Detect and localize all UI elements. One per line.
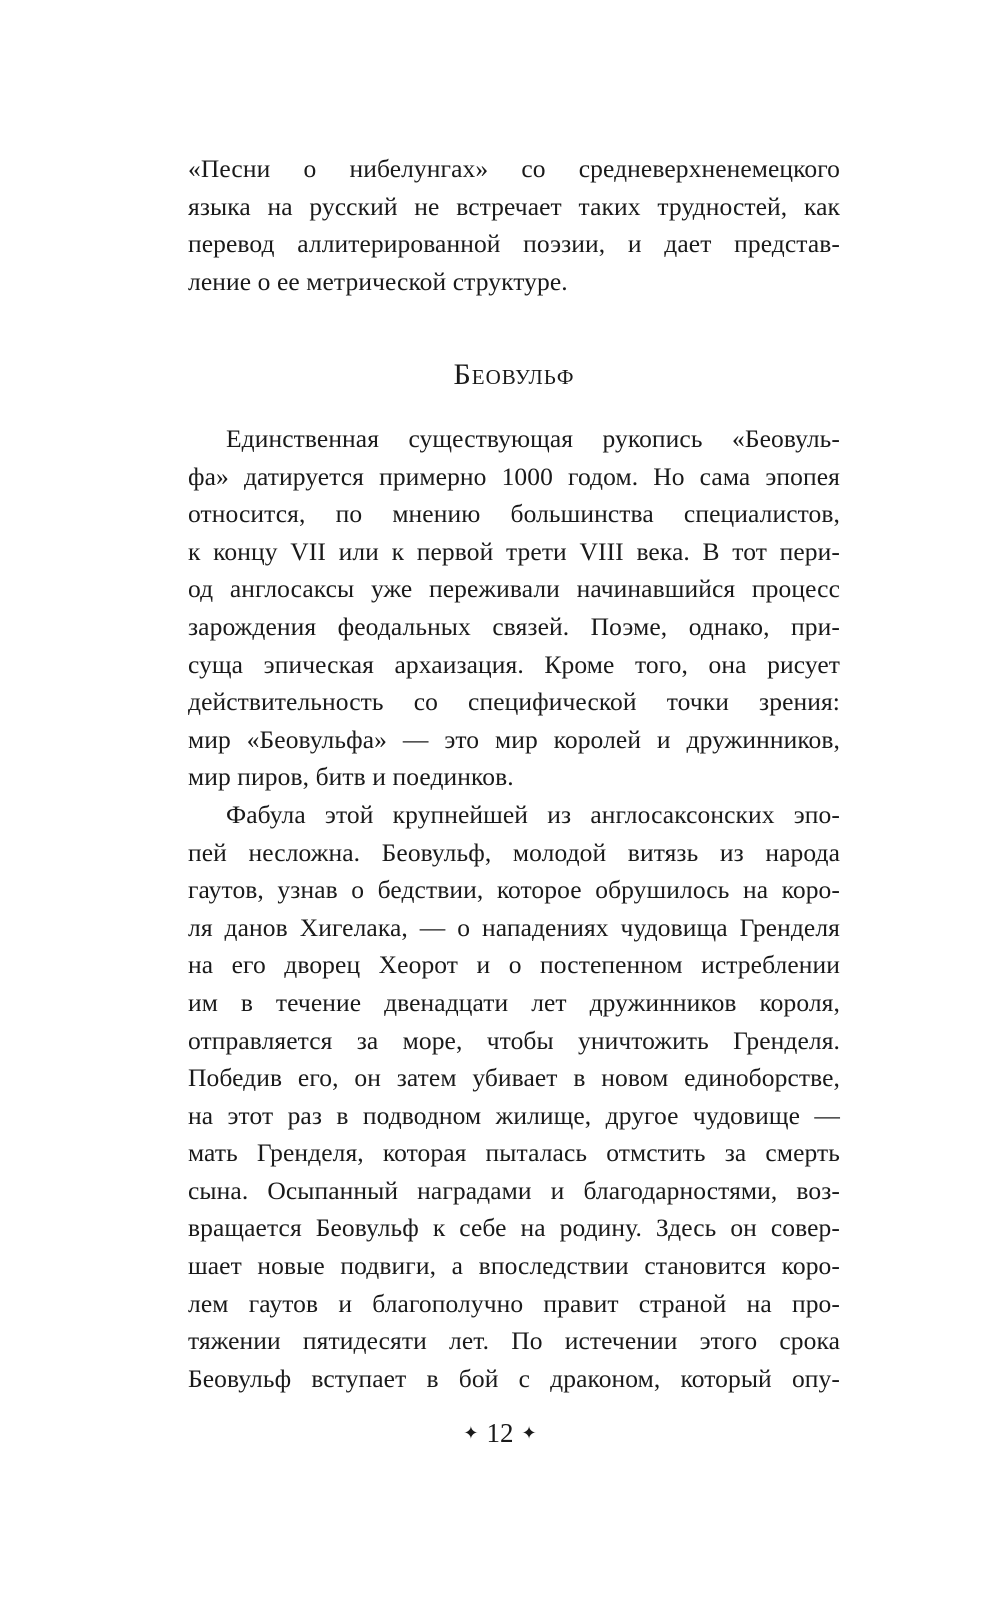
text-line: Победив его, он затем убивает в новом единоборстве, <box>188 1063 840 1093</box>
text-line: им в течение двенадцати лет дружинников короля, <box>188 987 840 1017</box>
paragraph-1 <box>188 420 840 796</box>
text-line: ление о ее метрической структуре. <box>188 266 568 296</box>
text-line: на этот раз в подводном жилище, другое чудовище — <box>188 1100 840 1130</box>
page-number-footer <box>0 1413 1000 1453</box>
text-line: сына. Осыпанный наградами и благодарностями, воз- <box>188 1175 840 1205</box>
text-line: од англосаксы уже переживали начинавшийся процесс <box>188 574 840 604</box>
text-line: Беовульф вступает в бой с драконом, который опу- <box>188 1363 840 1393</box>
text-line: фа» датируется примерно 1000 годом. Но сама эпопея <box>188 461 840 491</box>
section-heading: Беовульф <box>453 358 575 391</box>
text-line: гаутов, узнав о бедствии, которое обрушилось на коро- <box>188 875 840 905</box>
text-line: действительность со специфической точки зрения: <box>188 687 840 717</box>
four-pointed-star-icon: ✦ <box>463 1423 479 1443</box>
text-line: на его дворец Хеорот и о постепенном истреблении <box>188 950 840 980</box>
page-number: 12 <box>486 1418 514 1448</box>
text-line: «Песни о нибелунгах» со средневерхненемецкого <box>188 154 840 183</box>
text-line: перевод аллитерированной поэзии, и дает представ- <box>188 229 840 259</box>
text-line: ля данов Хигелака, — о нападениях чудовища Гренделя <box>188 912 840 942</box>
text-line: мир пиров, битв и поединков. <box>188 762 514 792</box>
intro-paragraph <box>188 150 840 300</box>
text-line: вращается Беовульф к себе на родину. Здесь он совер- <box>188 1213 840 1243</box>
text-line: относится, по мнению большинства специалистов, <box>188 499 840 529</box>
body-text <box>188 420 840 1397</box>
text-line: языка на русский не встречает таких трудностей, как <box>188 191 840 221</box>
text-line: лем гаутов и благополучно правит страной на про- <box>188 1288 840 1318</box>
four-pointed-star-icon: ✦ <box>521 1423 537 1443</box>
text-line: мать Гренделя, которая пыталась отмстить за смерть <box>188 1138 840 1168</box>
text-line: к концу VII или к первой трети VIII века. В тот пери- <box>188 536 840 566</box>
text-line: Фабула этой крупнейшей из англосаксонских эпо- <box>226 799 840 829</box>
text-line: зарождения феодальных связей. Поэме, однако, при- <box>188 611 840 641</box>
text-line: Единственная существующая рукопись «Беовуль- <box>226 424 840 453</box>
text-line: пей несложна. Беовульф, молодой витязь из народа <box>188 837 840 867</box>
text-line: суща эпическая архаизация. Кроме того, она рисует <box>188 649 840 679</box>
paragraph-2 <box>188 796 840 1398</box>
text-line: тяжении пятидесяти лет. По истечении этого срока <box>188 1326 840 1356</box>
text-line: мир «Беовульфа» — это мир королей и дружинников, <box>188 724 840 754</box>
text-line: шает новые подвиги, а впоследствии становится коро- <box>188 1251 840 1281</box>
text-line: отправляется за море, чтобы уничтожить Гренделя. <box>188 1025 840 1055</box>
